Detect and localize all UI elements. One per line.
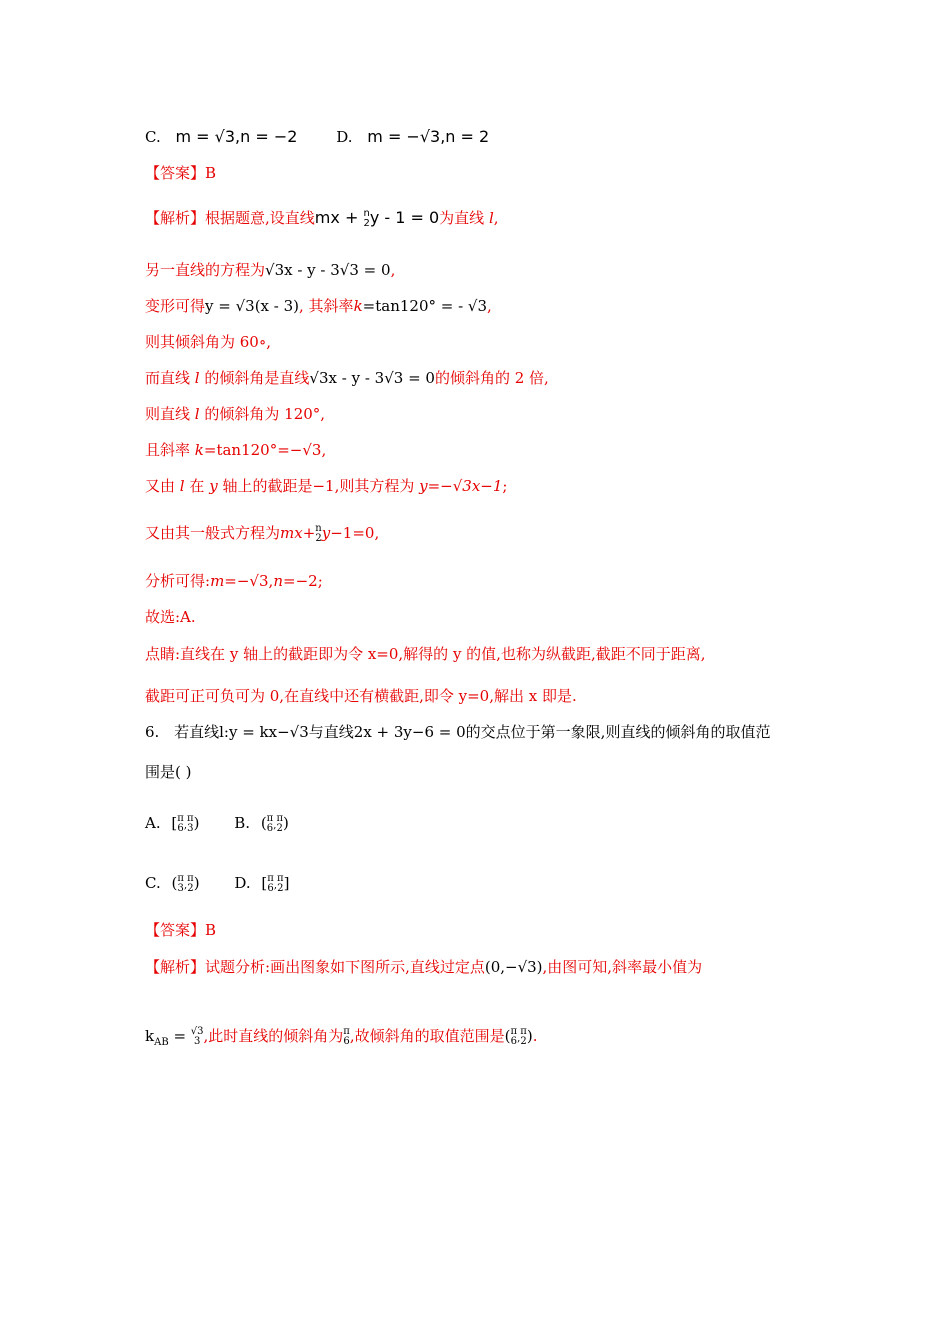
var-y: y (321, 524, 331, 542)
analysis-tag: 【解析】 (145, 209, 206, 227)
text: . (532, 1027, 538, 1045)
q5-analysis-line-2 (145, 260, 395, 280)
text: 与直线 (308, 723, 354, 741)
answer-value: B (205, 921, 217, 939)
q5-options-cd (145, 127, 489, 147)
fraction (520, 1027, 527, 1047)
expr-part: =−√3 (224, 572, 269, 590)
q6-analysis-line-2 (145, 1026, 538, 1053)
text: 的倾斜角为 120°, (204, 405, 326, 423)
option-d-letter: D. (234, 874, 251, 892)
option-c-letter: C. (145, 128, 161, 146)
text: 而直线 (145, 369, 191, 387)
fraction (177, 874, 184, 894)
text: , (321, 441, 327, 459)
var-k: k (194, 441, 204, 459)
point: (0,−√3) (484, 958, 543, 976)
equals: = (168, 1027, 191, 1045)
denominator: 6 (343, 1036, 350, 1047)
var-k: k (145, 1027, 155, 1045)
q5-answer (145, 163, 216, 183)
denominator: 6 (267, 883, 274, 894)
numerator: π (276, 813, 284, 824)
bracket: ) (526, 1027, 533, 1045)
denominator: 3 (193, 1036, 201, 1047)
text: 则直线 (145, 405, 191, 423)
denominator: 2 (187, 883, 194, 894)
numerator: n (315, 523, 322, 534)
q6-answer (145, 920, 216, 940)
text: , 其斜率 (299, 297, 354, 315)
bracket: ( (260, 814, 267, 832)
denominator: 2 (277, 883, 284, 894)
numerator: π (277, 873, 284, 884)
q5-analysis-line-1 (145, 208, 499, 229)
bracket: ) (193, 814, 200, 832)
text: ; (317, 572, 323, 590)
option-c-expr: m = √3,n = −2 (175, 127, 298, 146)
expr-part: =−2 (283, 572, 318, 590)
numerator: π (266, 813, 274, 824)
numerator: √3 (190, 1026, 204, 1037)
text: 轴上的截距是−1,则其方程为 (222, 477, 415, 495)
q5-analysis-line-3 (145, 296, 492, 316)
numerator: n (363, 207, 370, 219)
var-l: l (194, 405, 200, 423)
var-y: y (209, 477, 218, 495)
subscript: AB (154, 1037, 169, 1048)
numerator: π (187, 813, 194, 824)
q5-analysis-line-13 (145, 686, 577, 706)
text: , (374, 524, 380, 542)
q5-analysis-line-11 (145, 607, 196, 627)
numerator: π (343, 1026, 350, 1037)
slope-expr (145, 1026, 204, 1048)
q5-analysis-line-4 (145, 332, 271, 352)
denominator: 3 (187, 823, 194, 834)
text: 点睛:直线在 y 轴上的截距即为令 x=0,解得的 y 的值,也称为纵截距,截距不同于距离, (145, 645, 706, 663)
var-n: n (273, 572, 283, 590)
equation: l:y = kx−√3 (219, 723, 309, 741)
q5-analysis-line-8 (145, 476, 507, 496)
denominator: 3 (177, 883, 184, 894)
expr-part: −1=0 (330, 524, 375, 542)
text: , (268, 572, 274, 590)
denominator: 2 (363, 217, 370, 229)
option-d-expr: m = −√3,n = 2 (367, 127, 490, 146)
equation (315, 208, 439, 227)
answer-tag: 【答案】 (145, 921, 206, 939)
text: , (493, 209, 499, 227)
denominator: 2 (315, 533, 322, 544)
text: 的交点位于第一象限,则直线的倾斜角的取值范 (465, 723, 771, 741)
text: 的倾斜角的 2 倍, (434, 369, 549, 387)
var-l: l (194, 369, 200, 387)
text: ,由图可知,斜率最小值为 (542, 958, 703, 976)
text: 故选:A. (145, 608, 196, 626)
bracket: [ (171, 814, 178, 832)
option-b-letter: B. (234, 814, 251, 832)
answer-tag: 【答案】 (145, 164, 206, 182)
equation: y=−√3x−1 (419, 477, 503, 495)
var-m: m (210, 572, 225, 590)
option-b-expr: ( π 6 , π 2 ) (260, 813, 289, 834)
numerator: π (520, 1026, 527, 1037)
option-a-letter: A. (145, 814, 161, 832)
option-c-letter: C. (145, 874, 161, 892)
text: 若直线 (174, 723, 220, 741)
text: 在 (189, 477, 205, 495)
q5-analysis-line-6 (145, 404, 325, 424)
text: , (390, 261, 396, 279)
fraction (267, 874, 274, 894)
fraction (277, 874, 284, 894)
analysis-tag: 【解析】 (145, 958, 206, 976)
equation: 2x + 3y−6 = 0 (353, 723, 466, 741)
text: ,故倾斜角的取值范围是 (349, 1027, 505, 1045)
text: 的倾斜角是直线 (204, 369, 310, 387)
option-d-letter: D. (336, 128, 353, 146)
q6-analysis-line-1 (145, 957, 702, 977)
option-c-expr: ( π 3 , π 2 ) (171, 873, 200, 894)
q6-stem-line-1 (145, 722, 770, 742)
var-l: l (488, 209, 494, 227)
denominator: 6 (266, 823, 274, 834)
answer-value: B (205, 164, 217, 182)
option-d-expr: [ π 6 , π 2 ] (261, 873, 290, 894)
q5-analysis-line-12 (145, 644, 706, 664)
q5-analysis-line-5 (145, 368, 549, 388)
expr-part: mx+ (280, 524, 316, 542)
text: 围是( ) (145, 763, 192, 781)
text: , (487, 297, 492, 315)
expr-part: y - 1 = 0 (369, 208, 440, 227)
text: ; (502, 477, 508, 495)
text: 且斜率 (145, 441, 191, 459)
text: 另一直线的方程为 (145, 261, 266, 279)
equation: =tan120°=−√3 (203, 441, 322, 459)
q5-analysis-line-10 (145, 571, 323, 591)
equation: =tan120° = - √3 (362, 297, 488, 315)
text: 又由 (145, 477, 176, 495)
var-k: k (353, 297, 363, 315)
bracket: ( (504, 1027, 511, 1045)
q6-options-cd (145, 873, 289, 896)
var-l: l (179, 477, 185, 495)
equation: √3x - y - 3√3 = 0 (265, 261, 391, 279)
text: 根据题意,设直线 (205, 209, 315, 227)
q5-analysis-line-7 (145, 440, 326, 460)
denominator: 6 (177, 823, 184, 834)
fraction (191, 1027, 204, 1047)
equation: √3x - y - 3√3 = 0 (309, 369, 435, 387)
fraction (177, 814, 184, 834)
fraction (343, 1027, 350, 1047)
fraction (187, 814, 194, 834)
numerator: π (267, 873, 274, 884)
text: 试题分析:画出图象如下图所示,直线过定点 (205, 958, 485, 976)
bracket: ) (283, 814, 289, 832)
denominator: 6 (510, 1036, 517, 1047)
question-number: 6. (145, 723, 160, 741)
expr-part: mx + (314, 208, 364, 227)
option-a-expr: [ π 6 , π 3 ) (171, 813, 200, 834)
numerator: π (510, 1026, 518, 1037)
numerator: π (187, 873, 194, 884)
text: 为直线 (439, 209, 485, 227)
fraction (187, 874, 194, 894)
text: ,此时直线的倾斜角为 (203, 1027, 344, 1045)
text: 分析可得: (145, 572, 211, 590)
text: 又由其一般式方程为 (145, 524, 281, 542)
bracket: ( (171, 874, 178, 892)
text: 变形可得 (145, 297, 206, 315)
q6-stem-line-2 (145, 762, 191, 782)
numerator: π (177, 813, 184, 824)
denominator: 2 (520, 1036, 527, 1047)
denominator: 2 (276, 823, 283, 834)
q5-analysis-line-9 (145, 523, 379, 544)
text: 截距可正可负可为 0,在直线中还有横截距,即令 y=0,解出 x 即是. (145, 687, 577, 705)
text: 则其倾斜角为 60∘, (145, 333, 271, 351)
bracket: ] (283, 874, 290, 892)
bracket: [ (261, 874, 268, 892)
equation: y = √3(x - 3) (205, 297, 300, 315)
numerator: π (177, 873, 184, 884)
q6-options-ab (145, 813, 289, 836)
range-expr: ( π 6 , π 2 ) (504, 1026, 533, 1047)
bracket: ) (193, 874, 200, 892)
